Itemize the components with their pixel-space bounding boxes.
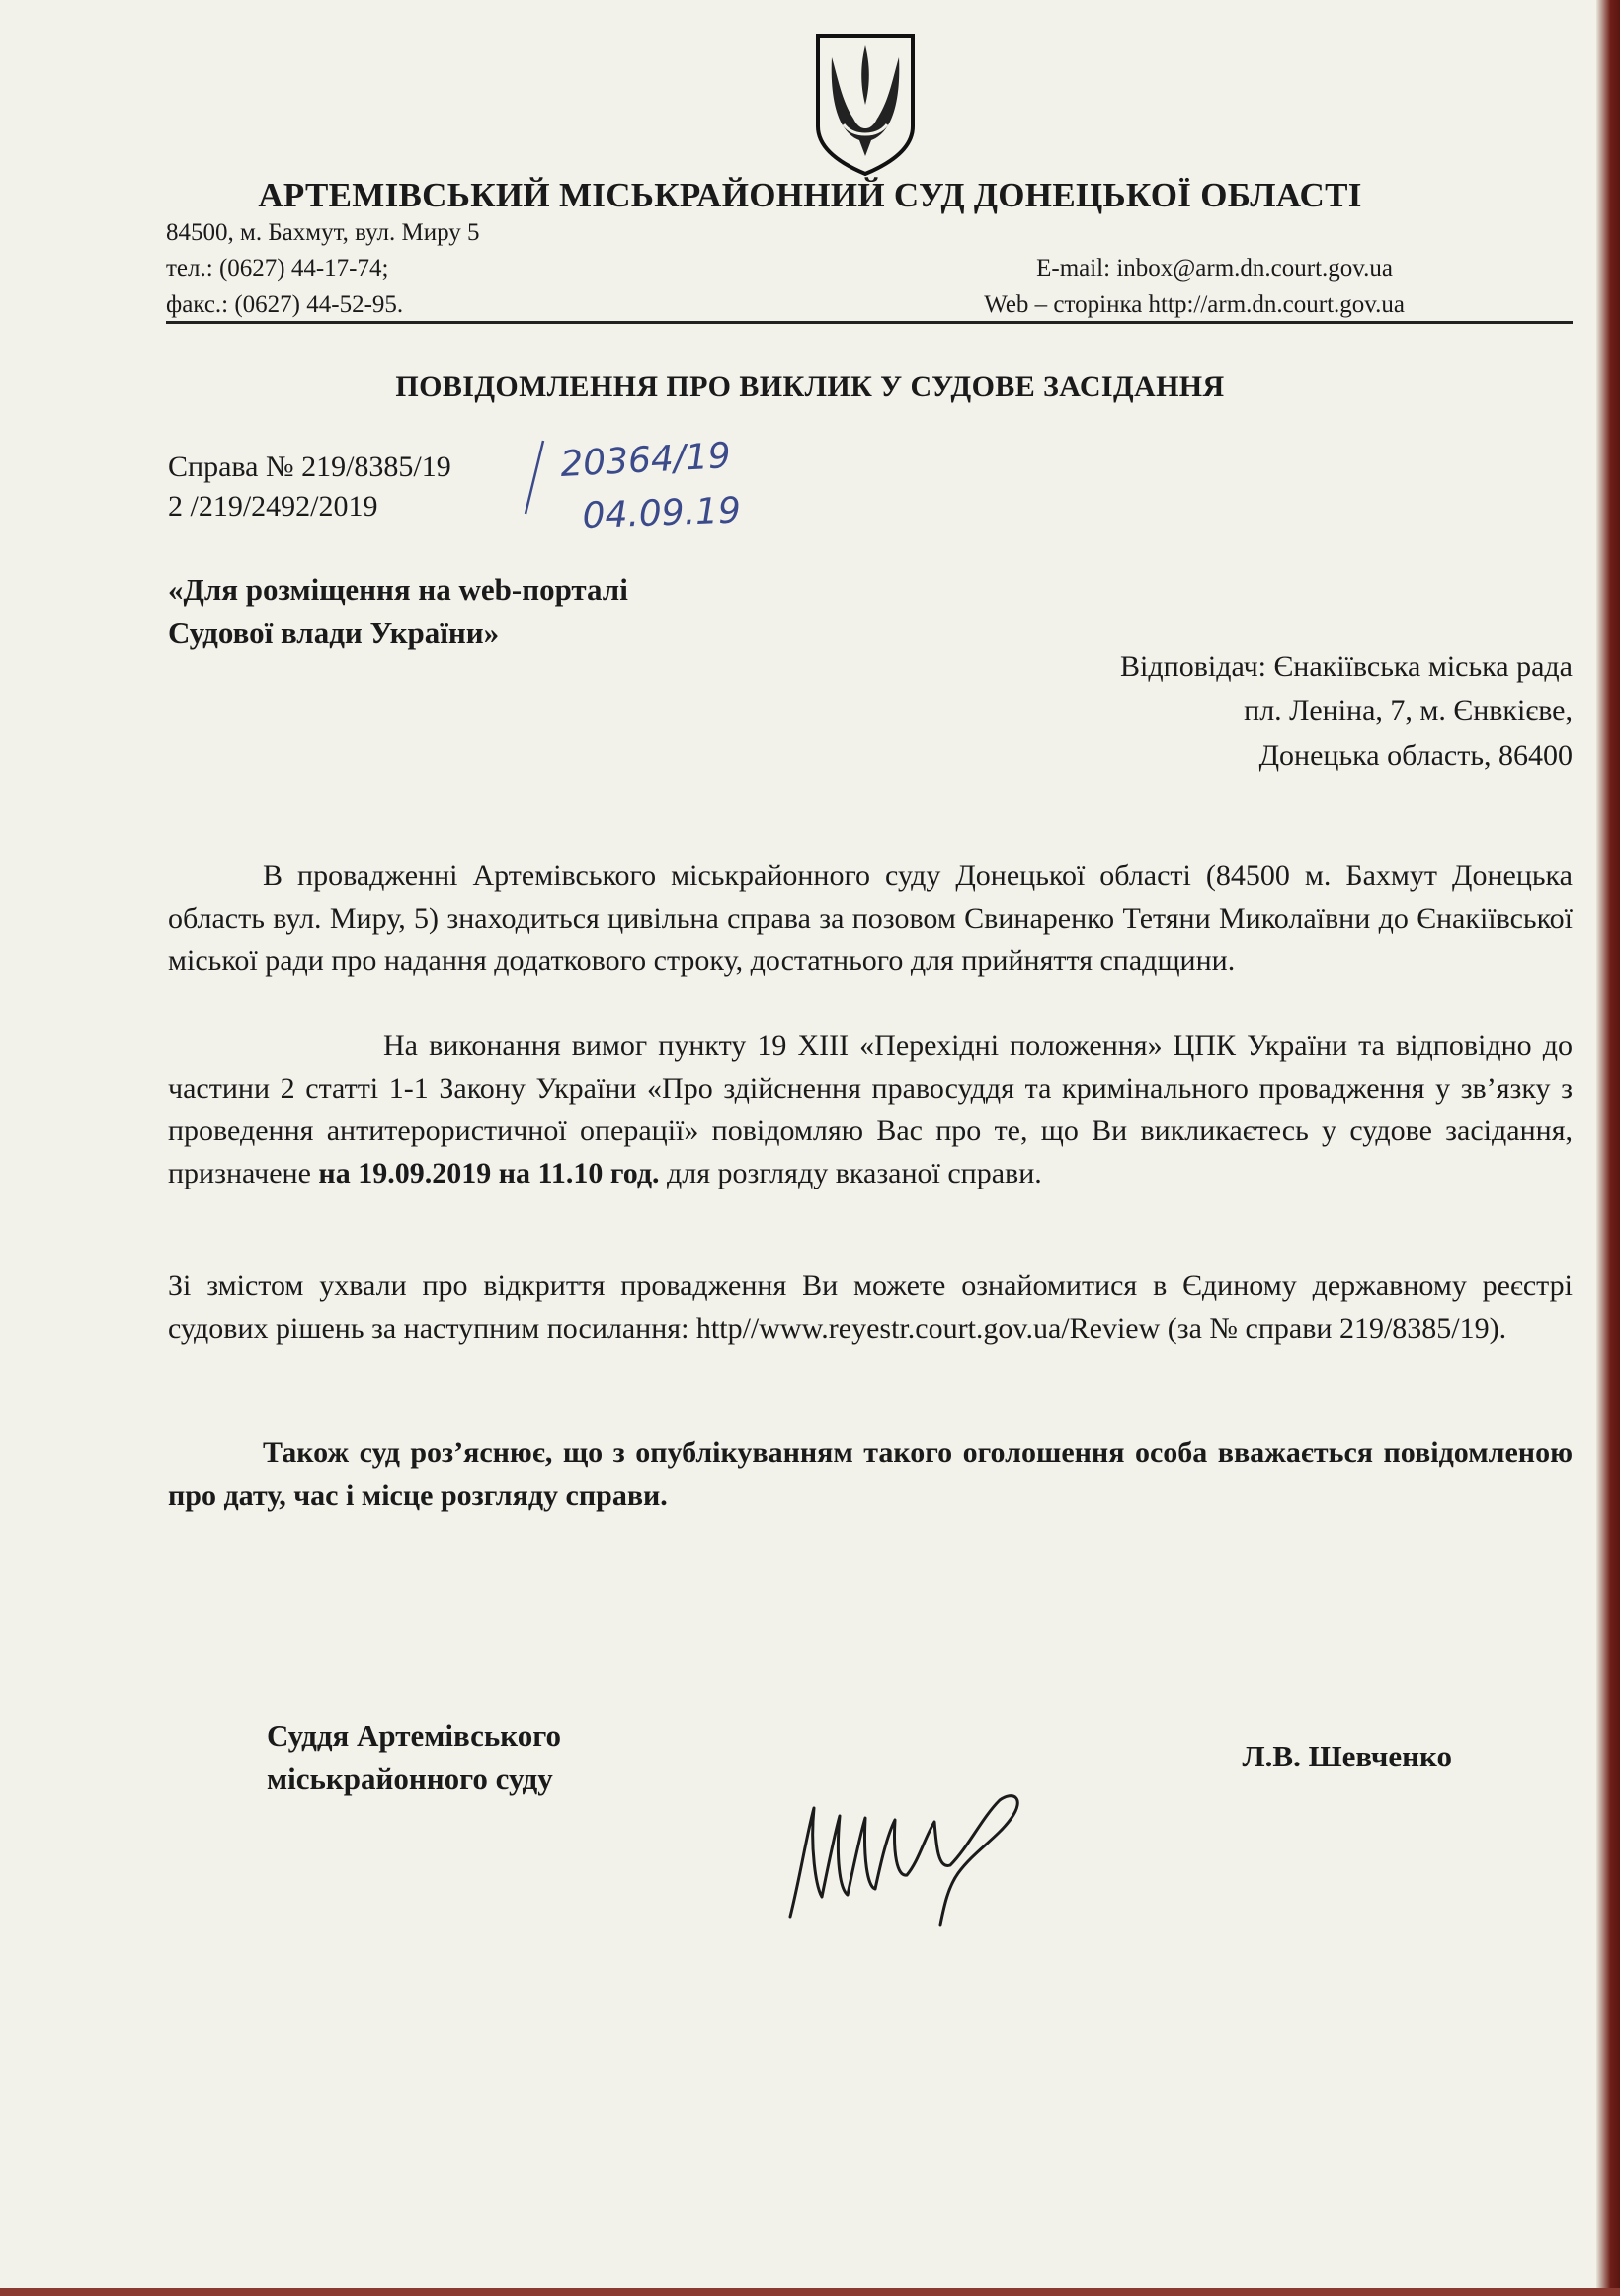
- scan-edge-right: [1596, 0, 1620, 2296]
- case-number-secondary: 2 /219/2492/2019: [168, 490, 378, 523]
- defendant-name: Відповідач: Єнакіївська міська рада: [1120, 650, 1573, 683]
- court-email: E-mail: inbox@arm.dn.court.gov.ua: [1036, 255, 1393, 282]
- handwritten-reg-date: 04.09.19: [581, 490, 742, 536]
- defendant-block: [889, 644, 1573, 778]
- portal-note-line-2: Судової влади України»: [168, 615, 500, 650]
- portal-note: [168, 568, 628, 655]
- handwritten-registration-note: [514, 433, 810, 541]
- summons-text-1: На виконання вимог пункту 19 ХІІІ «Перехідні положення» ЦПК України та відповідно до частини 2 статті 1-1 Закону України «Про здійснення правосуддя та кримінального провадження у зв’язку з проведення антитерористичної операції» повідомляю Вас про те, що Ви викликаєтесь у судове засідання, призначене: [168, 1029, 1573, 1189]
- court-address: 84500, м. Бахмут, вул. Миру 5: [166, 219, 480, 246]
- judge-title-line-2: міськрайонного суду: [267, 1762, 553, 1796]
- court-fax: факс.: (0627) 44-52-95.: [166, 291, 404, 318]
- handwritten-signature: [770, 1778, 1067, 1927]
- judge-name: Л.В. Шевченко: [1242, 1739, 1452, 1773]
- document-title: ПОВІДОМЛЕННЯ ПРО ВИКЛИК У СУДОВЕ ЗАСІДАННЯ: [395, 370, 1225, 403]
- handwritten-reg-number: 20364/19: [559, 436, 732, 485]
- court-name: АРТЕМІВСЬКИЙ МІСЬКРАЙОННИЙ СУД ДОНЕЦЬКОЇ ОБЛАСТІ: [258, 176, 1362, 214]
- judge-title: [267, 1714, 561, 1801]
- paragraph-registry-link: Зі змістом ухвали про відкриття провадження Ви можете ознайомитися в Єдиному державному реєстрі судових рішень за наступним посилання: http//www.reyestr.court.gov.ua/Review (за № справи 219/8385/19).: [168, 1270, 1573, 1345]
- hearing-date-time: на 19.09.2019 на 11.10 год.: [318, 1157, 660, 1189]
- court-website: Web – сторінка http://arm.dn.court.gov.ua: [984, 291, 1405, 318]
- court-phone: тел.: (0627) 44-17-74;: [166, 255, 389, 282]
- summons-text-2: для розгляду вказаної справи.: [659, 1157, 1042, 1189]
- defendant-street: пл. Леніна, 7, м. Єнвкієве,: [1244, 695, 1573, 727]
- judge-title-line-1: Суддя Артемівського: [267, 1718, 562, 1753]
- paragraph-notice: Також суд роз’яснює, що з опублікуванням такого оголошення особа вважається повідомленою про дату, час і місце розгляду справи.: [168, 1436, 1573, 1512]
- coat-of-arms-icon: [810, 30, 921, 178]
- header-divider: [166, 321, 1573, 324]
- paragraph-case-info: В провадженні Артемівського міськрайонного суду Донецької області (84500 м. Бахмут Донецька область вул. Миру, 5) знаходиться цивільна справа за позовом Свинаренко Тетяни Миколаївни до Єнакіївської міської ради про надання додаткового строку, достатнього для прийняття спадщини.: [168, 860, 1573, 977]
- scan-edge-bottom: [0, 2288, 1620, 2296]
- case-number: Справа № 219/8385/19: [168, 451, 451, 483]
- paragraph-summons: [168, 1025, 1573, 1194]
- defendant-region: Донецька область, 86400: [1258, 739, 1573, 772]
- portal-note-line-1: «Для розміщення на web-порталі: [168, 572, 628, 607]
